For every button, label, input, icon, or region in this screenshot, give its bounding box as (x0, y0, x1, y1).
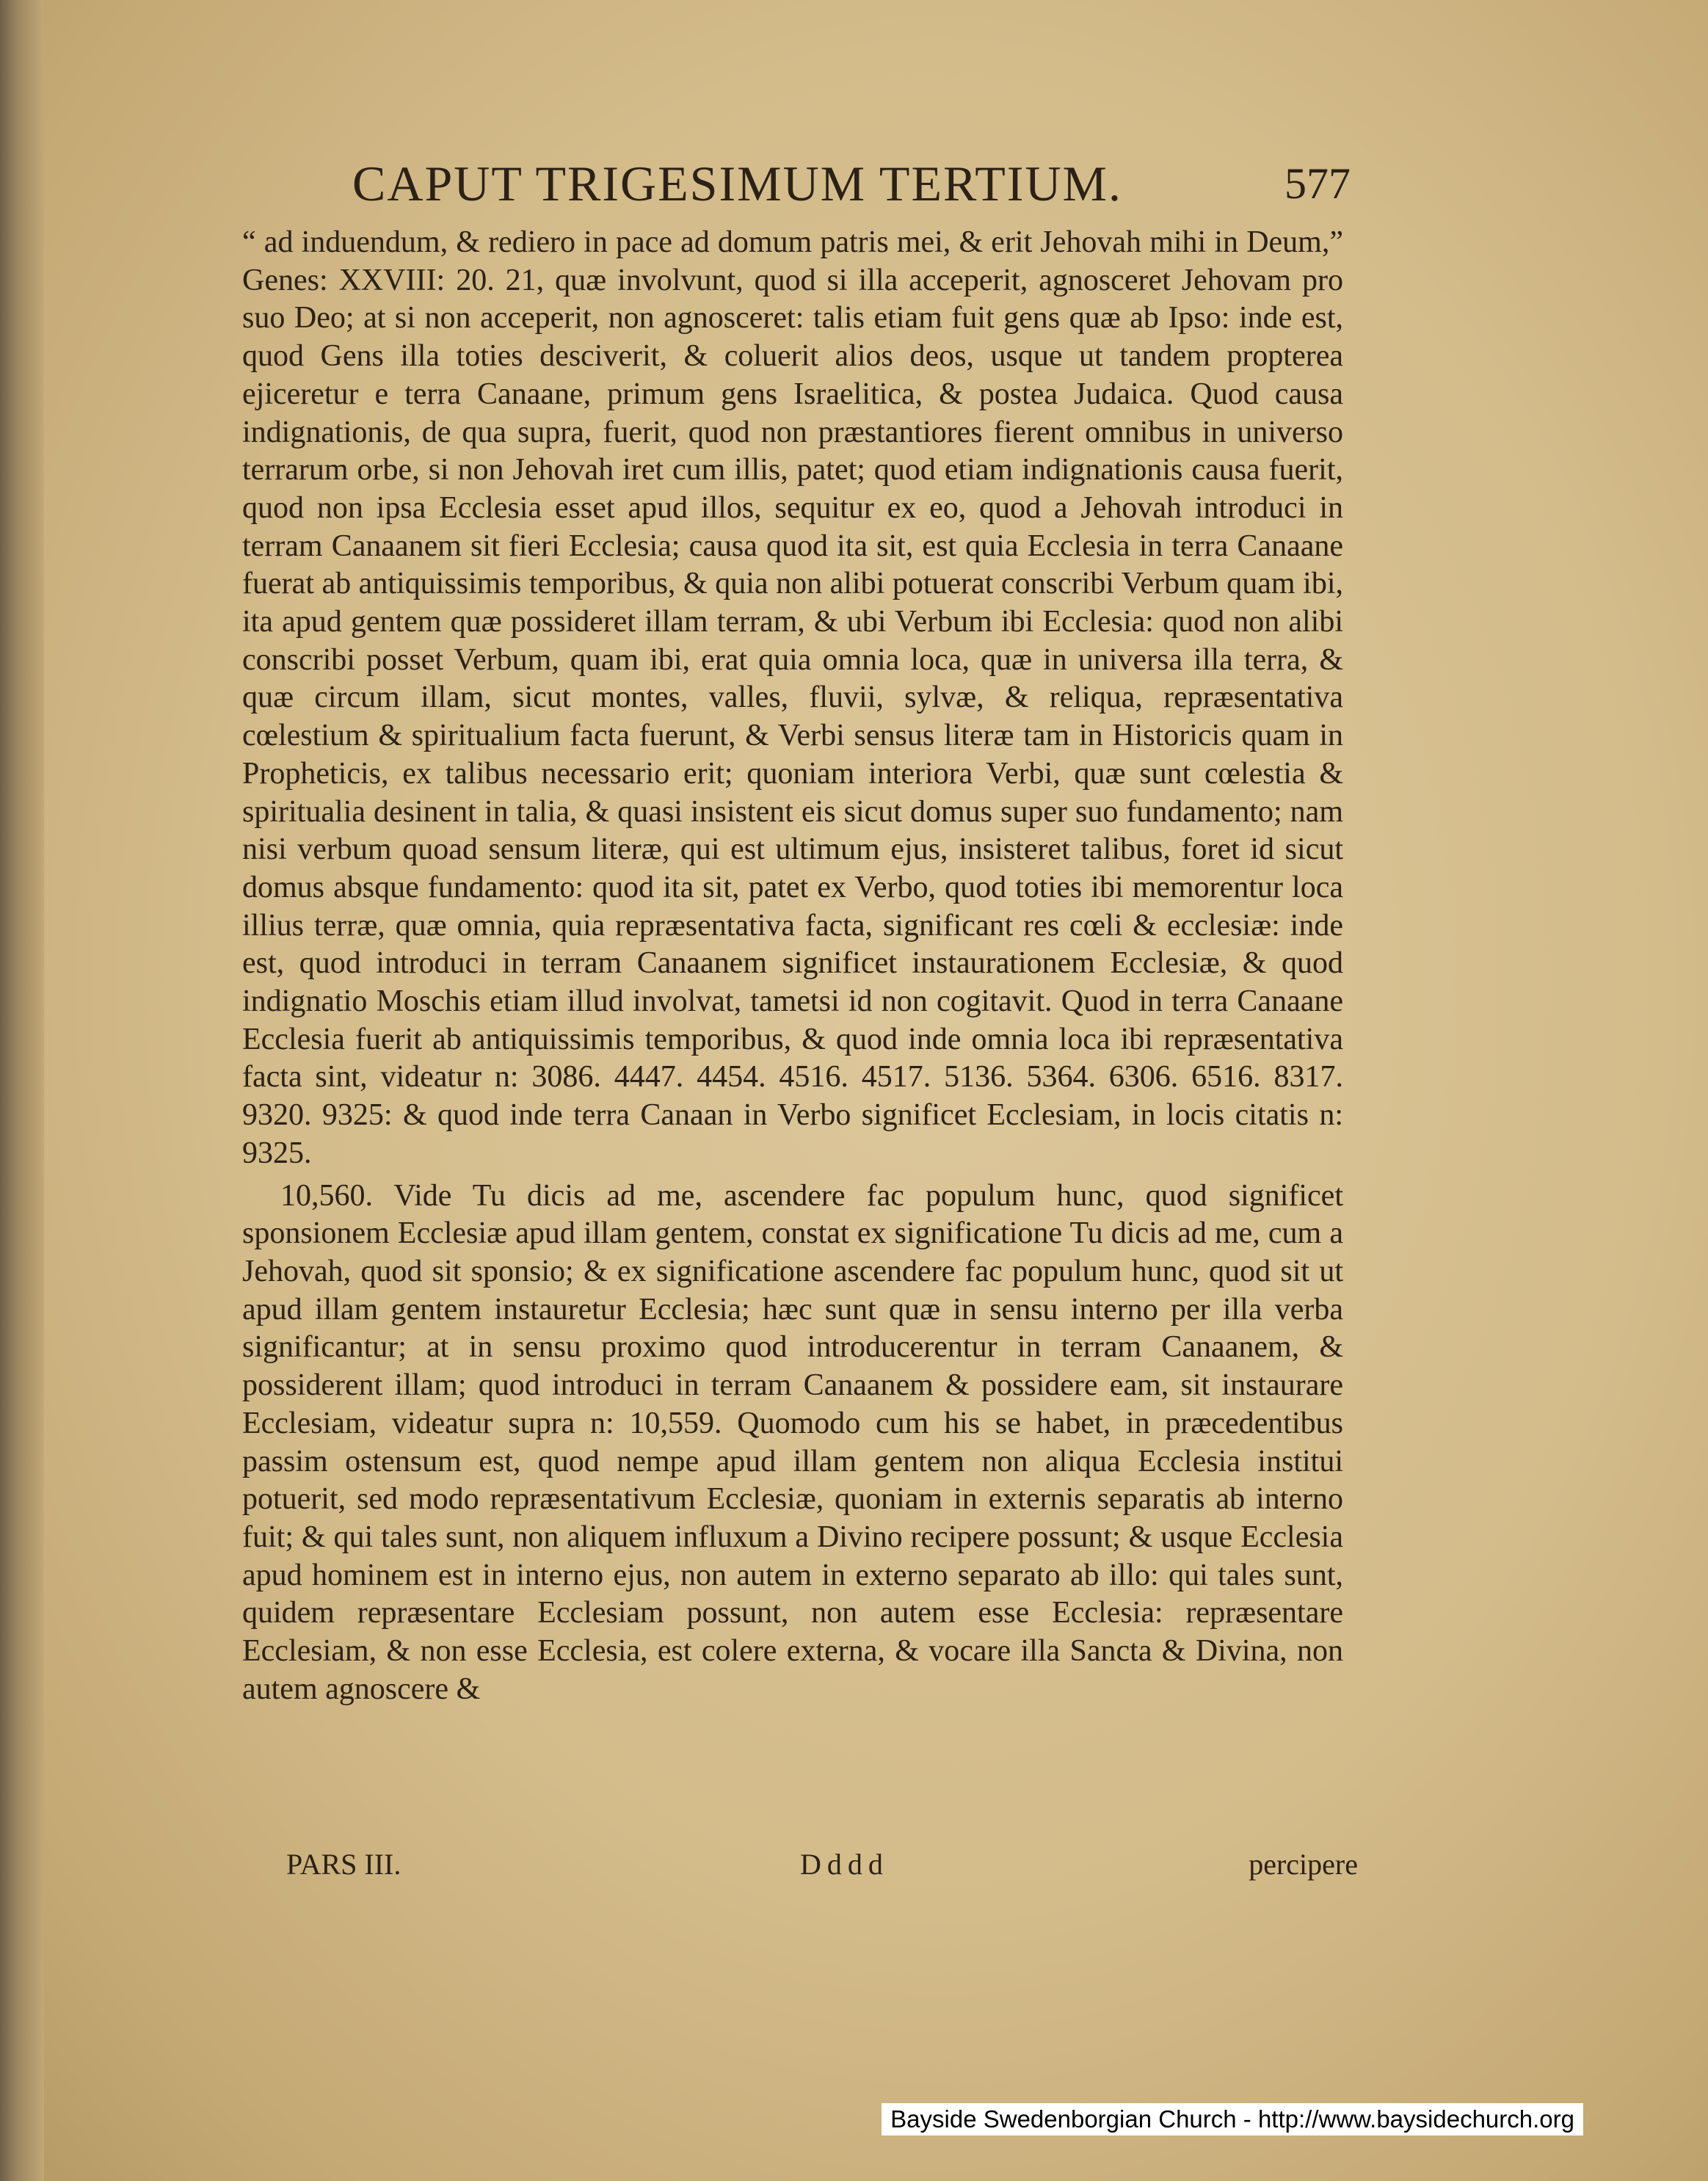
source-watermark: Bayside Swedenborgian Church - http://www.baysidechurch.org (882, 2103, 1583, 2135)
page-body (242, 224, 1343, 1708)
page-number: 577 (1284, 159, 1351, 208)
page-footer (286, 1843, 1358, 1887)
chapter-title: CAPUT TRIGESIMUM TERTIUM. (352, 156, 1123, 211)
part-label: PARS III. (286, 1848, 401, 1881)
page-gutter (0, 0, 44, 2181)
body-paragraph-2: 10,560. Vide Tu dicis ad me, ascendere fac populum hunc, quod significet sponsionem Ecclesiæ apud illam gentem, constat ex significatione Tu dicis ad me, cum a Jehovah, quod sit sponsio; & ex significatione ascendere fac populum hunc, quod sit ut apud illam gentem instauretur Ecclesia; hæc sunt quæ in sensu interno per illa verba significantur; at in sensu proximo quod introducerentur in terram Canaanem, & possiderent illam; quod introduci in terram Canaanem & possidere eam, sit instaurare Ecclesiam, videatur supra n: 10,559. Quomodo cum his se habet, in præcedentibus passim ostensum est, quod nempe apud illam gentem non aliqua Ecclesia institui potuerit, sed modo repræsentativum Ecclesiæ, quoniam in externis separatis ab interno fuit; & qui tales sunt, non aliquem influxum a Divino recipere possunt; & usque Ecclesia apud hominem est in interno ejus, non autem in externo separato ab illo: qui tales sunt, quidem repræsentare Ecclesiam possunt, non autem esse Ecclesia: repræsentare Ecclesiam, & non esse Ecclesia, est colere externa, & vocare illa Sancta & Divina, non autem agnoscere & (242, 1178, 1343, 1706)
running-header (352, 150, 1351, 217)
catchword: percipere (1249, 1848, 1358, 1881)
signature-mark: Dddd (800, 1848, 889, 1881)
body-paragraph-1: “ ad induendum, & rediero in pace ad domum patris mei, & erit Jehovah mihi in Deum,” Genes: XXVIII: 20. 21, quæ involvunt, quod si illa acceperit, agnosceret Jehovam pro suo Deo; at si non acceperit, non agnosceret: talis etiam fuit gens quæ ab Ipso: inde est, quod Gens illa toties desciverit, & coluerit alios deos, usque ut tandem propterea ejiceretur e terra Canaane, primum gens Israelitica, & postea Judaica. Quod causa indignationis, de qua supra, fuerit, quod non præstantiores fierent omnibus in universo terrarum orbe, si non Jehovah iret cum illis, patet; quod etiam indignationis causa fuerit, quod non ipsa Ecclesia esset apud illos, sequitur ex eo, quod a Jehovah introduci in terram Canaanem sit fieri Ecclesia; causa quod ita sit, est quia Ecclesia in terra Canaane fuerat ab antiquissimis temporibus, & quia non alibi potuerat conscribi Verbum quam ibi, ita apud gentem quæ possideret illam terram, & ubi Verbum ibi Ecclesia: quod non alibi conscribi posset Verbum, quam ibi, erat quia omnia loca, quæ in universa illa terra, & quæ circum illam, sicut montes, valles, fluvii, sylvæ, & reliqua, repræsentativa cœlestium & spiritualium facta fuerunt, & Verbi sensus literæ tam in Historicis quam in Propheticis, ex talibus necessario erit; quoniam interiora Verbi, quæ sunt cœlestia & spiritualia desinent in talia, & quasi insistent eis sicut domus super suo fundamento; nam nisi verbum quoad sensum literæ, qui est ultimum ejus, insisteret talibus, foret id sicut domus absque fundamento: quod ita sit, patet ex Verbo, quod toties ibi memorentur loca illius terræ, quæ omnia, quia repræsentativa facta, significant res cœli & ecclesiæ: inde est, quod introduci in terram Canaanem significet instaurationem Ecclesiæ, & quod indignatio Moschis etiam illud involvat, tametsi id non cogitavit. Quod in terra Canaane Ecclesia fuerit ab antiquissimis temporibus, & quod inde omnia loca ibi repræsentativa facta sint, videatur n: 3086. 4447. 4454. 4516. 4517. 5136. 5364. 6306. 6516. 8317. 9320. 9325: & quod inde terra Canaan in Verbo significet Ecclesiam, in locis citatis n: 9325. (242, 225, 1343, 1170)
